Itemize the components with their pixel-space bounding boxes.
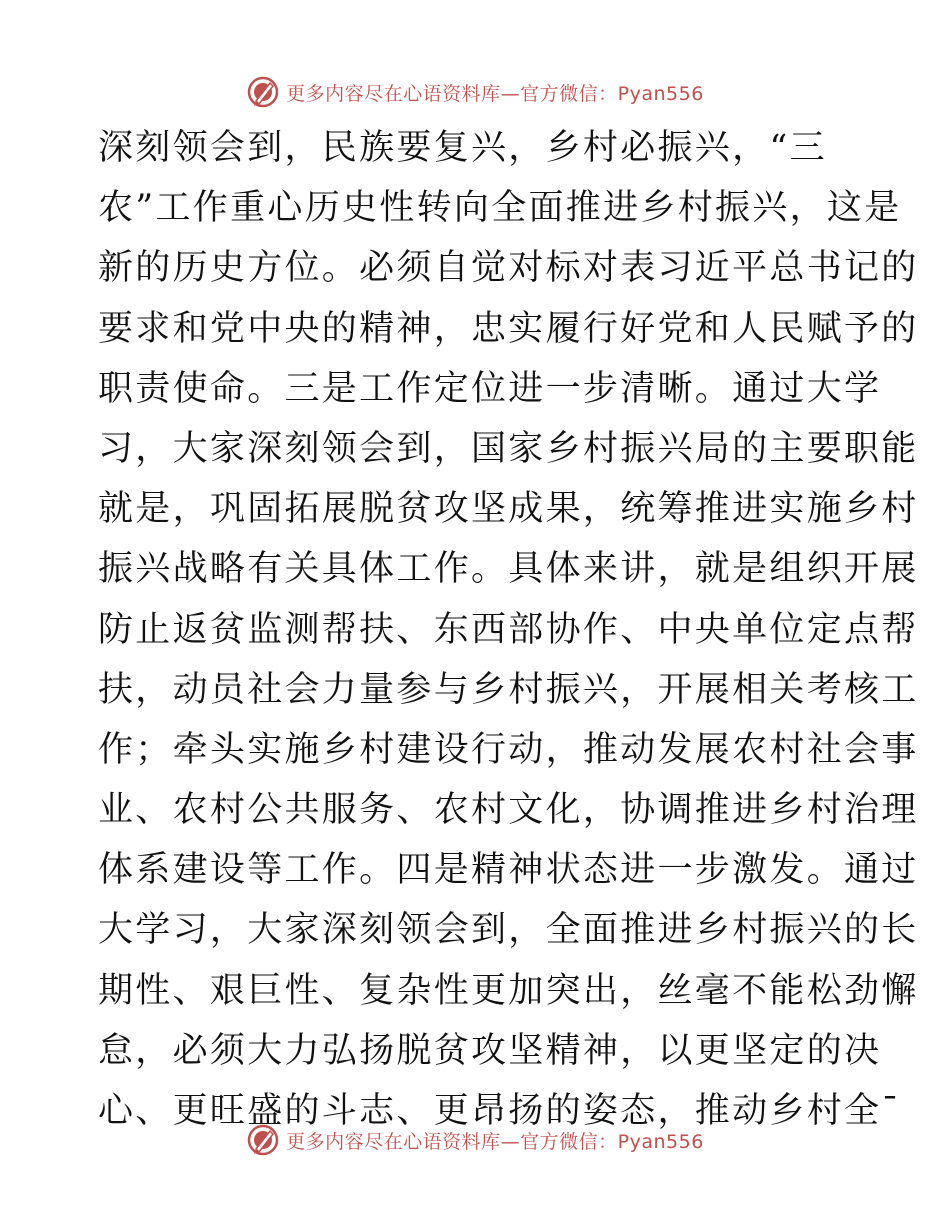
body-line: 职责使命。三是工作定位进一步清晰。通过大学 [98, 368, 882, 409]
body-line: 防止返贫监测帮扶、东西部协作、中央单位定点帮 [98, 609, 919, 650]
body-line: 新的历史方位。必须自觉对标对表习近平总书记的 [98, 248, 919, 289]
body-line: 要求和党中央的精神，忠实履行好党和人民赋予的 [98, 308, 919, 349]
body-line: 就是，巩固拓展脱贫攻坚成果，统筹推进实施乡村 [98, 489, 919, 530]
watermark-text: 更多内容尽在心语资料库—官方微信：Pyan556 [286, 1130, 704, 1153]
body-line: 业、农村公共服务、农村文化，协调推进乡村治理 [98, 790, 919, 831]
body-line: 习，大家深刻领会到，国家乡村振兴局的主要职能 [98, 428, 919, 469]
body-line: 体系建设等工作。四是精神状态进一步激发。通过 [98, 850, 919, 891]
header-watermark [0, 72, 950, 112]
body-line: 农”工作重心历史性转向全面推进乡村振兴，这是 [98, 188, 902, 229]
body-line: 期性、艰巨性、复杂性更加突出，丝毫不能松劲懈 [98, 970, 919, 1011]
pen-seal-icon [246, 1123, 280, 1157]
document-body [98, 118, 919, 1141]
body-line: 怠，必须大力弘扬脱贫攻坚精神，以更坚定的决 [98, 1030, 882, 1071]
body-line: 深刻领会到，民族要复兴，乡村必振兴，“三 [98, 128, 827, 168]
pen-seal-icon [246, 75, 280, 109]
watermark-text: 更多内容尽在心语资料库—官方微信：Pyan556 [286, 82, 704, 105]
body-line: 扶，动员社会力量参与乡村振兴，开展相关考核工 [98, 669, 919, 710]
body-line: 心、更旺盛的斗志、更昂扬的姿态，推动乡村全¯ [98, 1091, 902, 1131]
body-line: 振兴战略有关具体工作。具体来讲，就是组织开展 [98, 549, 919, 590]
body-line: 大学习，大家深刻领会到，全面推进乡村振兴的长 [98, 910, 919, 951]
footer-watermark [0, 1120, 950, 1160]
body-line: 作；牵头实施乡村建设行动，推动发展农村社会事 [98, 729, 919, 770]
